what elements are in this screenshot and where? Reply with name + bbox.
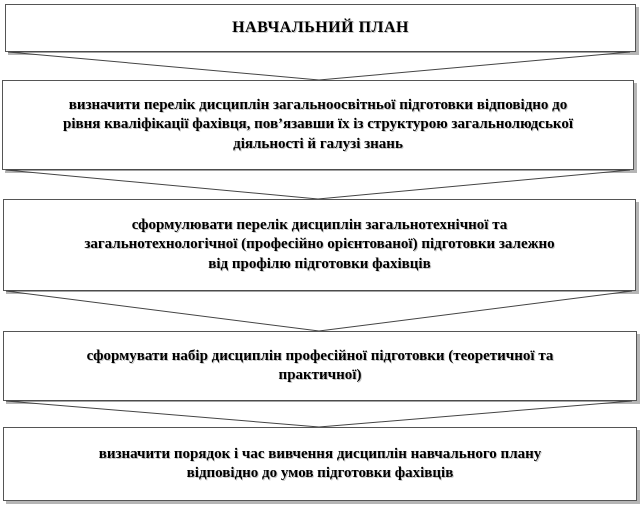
down-arrow-icon-1	[0, 52, 642, 82]
step-1-text: визначити перелік дисциплін загальноосвітньої підготовки відповідно до рівня кваліфікації фахівця, пов’язавши їх із структурою загальнолюдської діяльності й галузі знань	[63, 96, 573, 152]
step-2-text: сформулювати перелік дисциплін загальнотехнічної та загальнотехнологічної (професійно орієнтованої) підготовки залежно від профілю підготовки фахівців	[84, 216, 555, 272]
down-arrow-icon-2	[0, 170, 642, 201]
step-3-text: сформувати набір дисциплін професійної підготовки (теоретичної та практичної)	[86, 347, 554, 383]
title-text: НАВЧАЛЬНИЙ ПЛАН	[232, 18, 409, 36]
title-box	[5, 4, 636, 52]
step-1-box	[2, 80, 634, 170]
step-4-text: визначити порядок і час вивчення дисциплін навчального плану відповідно до умов підготовки фахівців	[98, 445, 542, 481]
step-4-box	[3, 427, 637, 501]
step-2-box	[3, 199, 636, 291]
step-3-box	[3, 331, 637, 401]
down-arrow-icon-4	[0, 401, 642, 429]
down-arrow-icon-3	[0, 291, 642, 333]
